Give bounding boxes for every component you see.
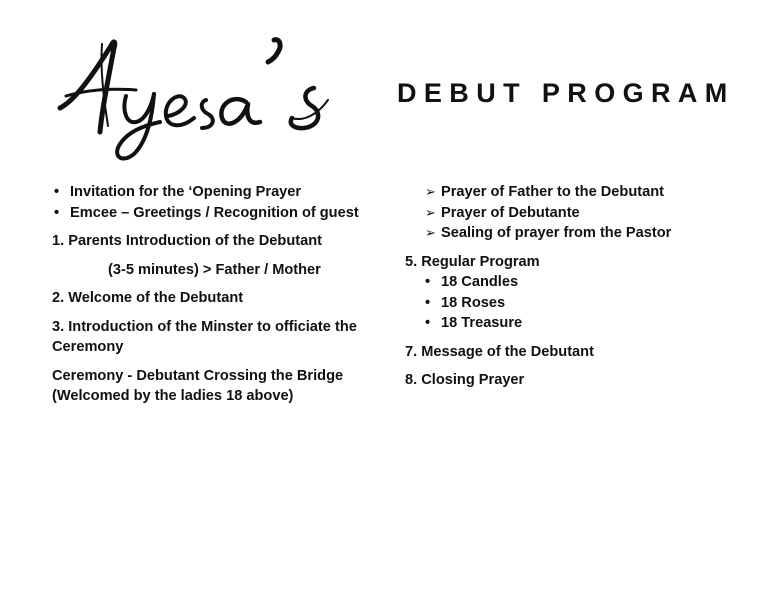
left-column xyxy=(52,182,362,407)
list-item: • 18 Roses xyxy=(423,293,745,314)
opening-bullets xyxy=(52,182,362,223)
program-heading: DEBUT PROGRAM xyxy=(397,78,735,108)
arrow-bullet-icon: ➢ xyxy=(425,225,436,240)
program-item-1-detail: (3-5 minutes) > Father / Mother xyxy=(108,261,321,278)
program-item-8: 8. Closing Prayer xyxy=(405,372,525,388)
ceremony-item: Ceremony - Debutant Crossing the Bridge (Welcomed by the ladies 18 above) xyxy=(52,367,344,404)
prayer-text: Prayer of Debutante xyxy=(441,204,580,221)
program-item-2: 2. Welcome of the Debutant xyxy=(52,290,244,306)
arrow-bullet-icon: ➢ xyxy=(425,184,436,199)
list-item: • 18 Candles xyxy=(423,272,745,293)
list-item xyxy=(425,182,745,203)
script-name-logo xyxy=(56,30,346,165)
arrow-bullet-icon: ➢ xyxy=(425,204,436,220)
right-column xyxy=(405,182,745,391)
prayer-list xyxy=(405,182,745,244)
program-item-3: 3. Introduction of the Minster to officiate the Ceremony xyxy=(52,318,357,355)
prayer-text: Prayer of Father to the Debutant xyxy=(441,184,664,200)
program-item-7: 7. Message of the Debutant xyxy=(405,343,594,360)
list-item xyxy=(425,203,745,224)
program-item-1: 1. Parents Introduction of the Debutant xyxy=(52,233,322,249)
program-item-5: 5. Regular Program xyxy=(405,253,540,270)
list-item xyxy=(425,223,745,244)
list-item: • Invitation for the ‘Opening Prayer xyxy=(52,182,362,203)
regular-program-list xyxy=(405,272,745,334)
script-name-artwork xyxy=(56,30,346,165)
list-item: • 18 Treasure xyxy=(423,313,745,334)
list-item: • Emcee – Greetings / Recognition of guest xyxy=(52,203,362,224)
prayer-text: Sealing of prayer from the Pastor xyxy=(441,225,672,241)
